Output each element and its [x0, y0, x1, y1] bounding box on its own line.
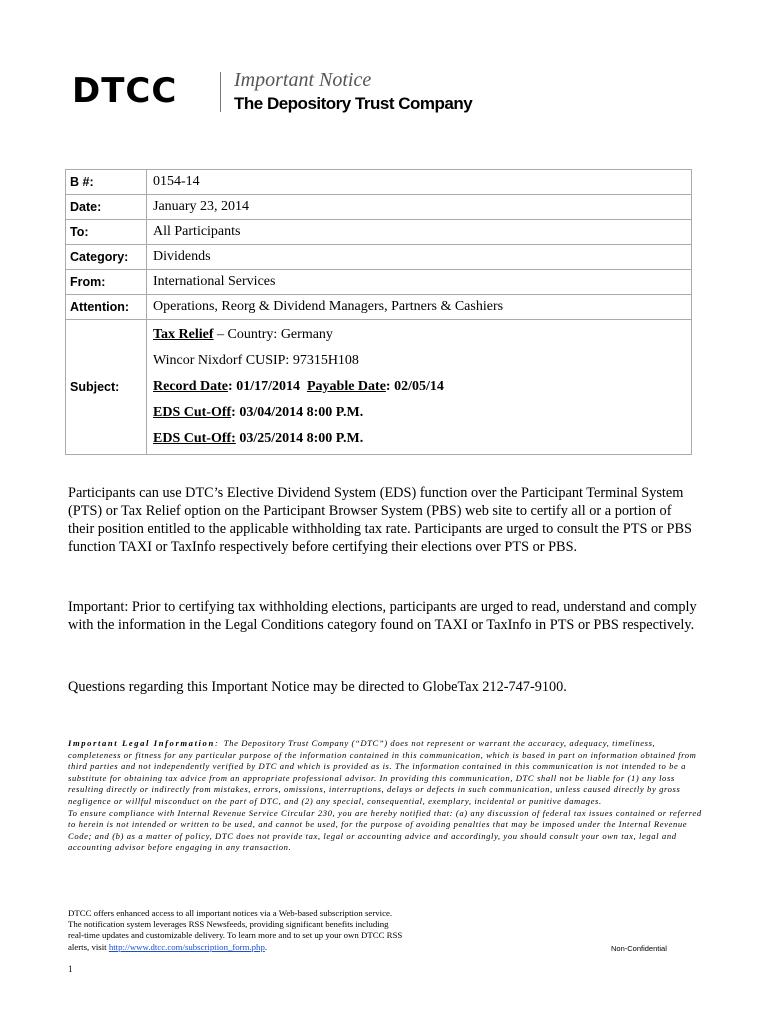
- eds-cutoff-2-value: 03/25/2014 8:00 P.M.: [235, 431, 364, 446]
- company-name: The Depository Trust Company: [234, 94, 473, 113]
- footer-alerts-suffix: .: [264, 941, 268, 952]
- subject-eds-cutoff-2: [153, 426, 685, 452]
- table-row: [66, 270, 692, 295]
- table-row: [66, 295, 692, 320]
- body-paragraph-1: Participants can use DTC’s Elective Dividend System (EDS) function over the Participant Terminal System (PTS) or Tax Relief option on the Participant Browser System (PBS) web site to certify all or a portion of their position entitled to the applicable withholding tax rate. Participants are urged to consult the PTS or PBS function TAXI or TaxInfo respectively before certifying their elections over PTS or PBS.: [68, 485, 692, 555]
- non-confidential-label: Non-Confidential: [611, 944, 667, 953]
- page-number: 1: [68, 964, 73, 974]
- record-date-label: Record Date: [153, 379, 229, 394]
- subject-eds-cutoff-1: [153, 400, 685, 426]
- b-number-value: 0154-14: [147, 170, 692, 195]
- legal-information: [68, 738, 702, 854]
- dtcc-logo: DTCC: [72, 71, 178, 111]
- from-value: International Services: [147, 270, 692, 295]
- footer-line-2: The notification system leverages RSS Newsfeeds, providing significant benefits including: [68, 919, 389, 930]
- body-paragraph-2: Important: Prior to certifying tax withholding elections, participants are urged to read, understand and comply with the information in the Legal Conditions category found on TAXI or TaxInfo in PTS or PBS respectively.: [68, 599, 697, 633]
- date-value: January 23, 2014: [147, 195, 692, 220]
- from-label: From:: [66, 270, 147, 295]
- legal-paragraph-2: To ensure compliance with Internal Revenue Service Circular 230, you are hereby notified that: (a) any discussion of federal tax issues contained or referred to herein is not intended or written to be used, and cannot be used, for the purpose of avoiding penalties that may be imposed under the Internal Revenue Code; and (b) as a matter of policy, DTC does not provide tax, legal or accounting advice and accordingly, you should consult your own tax, legal and accounting advisor before engaging in any transaction.: [68, 807, 702, 853]
- country-text: – Country: Germany: [213, 327, 333, 342]
- subject-security-line: Wincor Nixdorf CUSIP: 97315H108: [153, 353, 359, 368]
- notice-header: [72, 68, 492, 118]
- payable-date-value: : 02/05/14: [385, 379, 444, 394]
- table-row: [66, 245, 692, 270]
- subject-country-line: [153, 322, 685, 348]
- attention-value: Operations, Reorg & Dividend Managers, Partners & Cashiers: [147, 295, 692, 320]
- footer-alerts-prefix: alerts, visit: [68, 941, 109, 952]
- notice-details-table: [65, 169, 692, 455]
- legal-colon: :: [214, 738, 224, 748]
- legal-text-1: The Depository Trust Company (“DTC”) does not represent or warrant the accuracy, adequacy, timeliness, completeness or fitness for any particular purpose of the information contained in this communication, which is based in part on information obtained from third parties and not independently verified by DTC and which is provided as is. The information contained in this communication is not intended to be a substitute for obtaining tax advice from an appropriate professional advisor. In providing this communication, DTC shall not be liable for (1) any loss resulting directly or indirectly from mistakes, errors, omissions, interruptions, delays or defects in such communication, unless caused directly by gross negligence or willful misconduct on the part of DTC, and (2) any special, consequential, exemplary, incidental or punitive damages.: [68, 738, 697, 806]
- tax-relief-label: Tax Relief: [153, 327, 214, 342]
- to-value: All Participants: [147, 220, 692, 245]
- to-label: To:: [66, 220, 147, 245]
- body-paragraph-3: Questions regarding this Important Notice may be directed to GlobeTax 212-747-9100.: [68, 679, 567, 695]
- record-date-value: : 01/17/2014: [228, 379, 307, 394]
- category-value: Dividends: [147, 245, 692, 270]
- payable-date-label: Payable Date: [306, 379, 386, 394]
- notice-title: Important Notice: [234, 69, 372, 91]
- legal-title: Important Legal Information: [68, 738, 215, 748]
- footer-line-3: real-time updates and customizable delivery. To learn more and to set up your own DTCC RSS: [68, 930, 403, 941]
- subscription-link[interactable]: http://www.dtcc.com/subscription_form.php: [108, 941, 265, 952]
- subject-dates-line: [153, 374, 685, 400]
- subject-value: [147, 320, 692, 455]
- eds-cutoff-1-label: EDS Cut-Off: [153, 405, 232, 420]
- table-row: [66, 220, 692, 245]
- footer-line-1: DTCC offers enhanced access to all important notices via a Web-based subscription service.: [68, 908, 393, 918]
- legal-paragraph-1: [68, 738, 702, 808]
- footer-line-4: [68, 942, 468, 953]
- attention-label: Attention:: [66, 295, 147, 320]
- subscription-footer: [68, 908, 468, 953]
- eds-cutoff-2-label: EDS Cut-Off:: [153, 431, 236, 446]
- eds-cutoff-1-value: : 03/04/2014 8:00 P.M.: [231, 405, 364, 420]
- table-row: [66, 195, 692, 220]
- table-row: [66, 320, 692, 455]
- category-label: Category:: [66, 245, 147, 270]
- subject-label: Subject:: [66, 320, 147, 455]
- header-divider: [220, 72, 221, 112]
- table-row: [66, 170, 692, 195]
- date-label: Date:: [66, 195, 147, 220]
- b-number-label: B #:: [66, 170, 147, 195]
